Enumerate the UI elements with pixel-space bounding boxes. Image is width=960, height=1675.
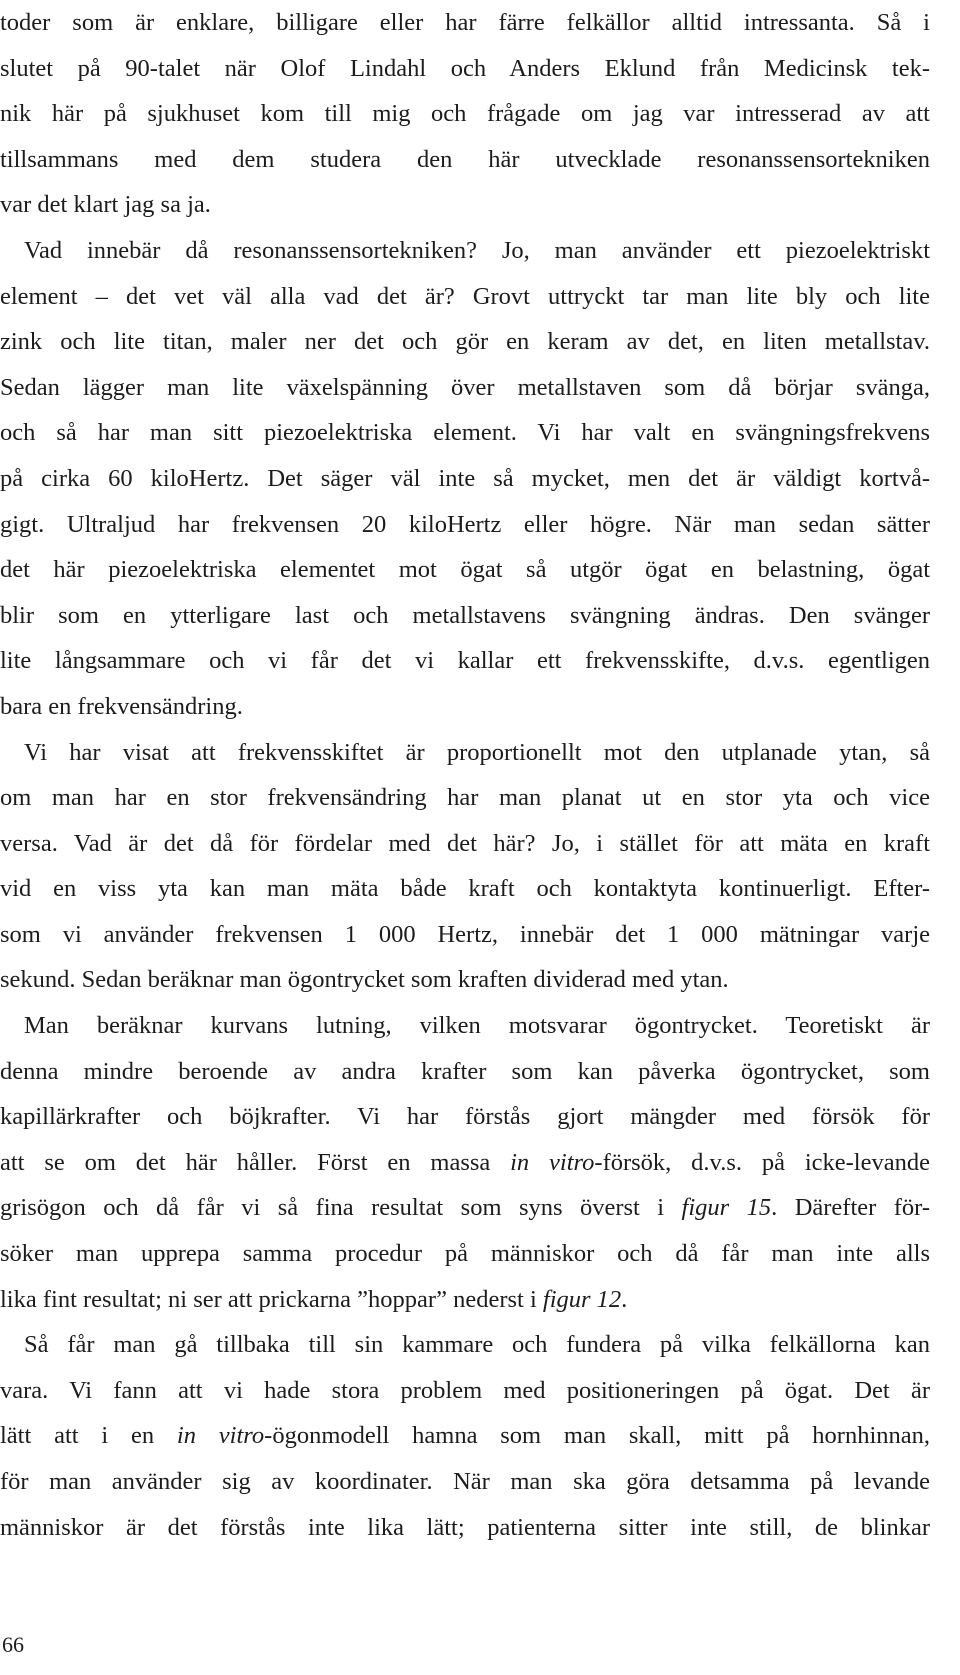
line-text: söker man upprepa samma procedur på människor och då får man inte alls: [0, 1240, 930, 1268]
text-line: [0, 1368, 930, 1414]
text-line: [0, 775, 930, 821]
text-line: [0, 1185, 930, 1231]
line-text: toder som är enklare, billigare eller har färre felkällor alltid intressanta. Så i: [0, 9, 930, 36]
line-text: människor är det förstås inte lika lätt; patienterna sitter inte still, de blinkar: [0, 1513, 930, 1541]
text-line: [0, 957, 930, 1003]
text-line: [0, 821, 930, 867]
line-text: vara. Vi fann att vi hade stora problem med positioneringen på ögat. Det är: [0, 1376, 930, 1404]
line-text: nik här på sjukhuset kom till mig och frågade om jag var intresserad av att: [0, 100, 930, 128]
text-line: [0, 1140, 930, 1186]
text-line: [0, 1003, 930, 1049]
text-line: [0, 365, 930, 411]
text-line: [0, 638, 930, 684]
line-text: och så har man sitt piezoelektriska element. Vi har valt en svängningsfrekvens: [0, 419, 930, 447]
text-line: [0, 182, 930, 228]
text-line: [0, 1049, 930, 1095]
line-text: sekund. Sedan beräknar man ögontrycket som kraften dividerad med ytan.: [0, 966, 729, 994]
text-line: [0, 228, 930, 274]
text-line: [0, 137, 930, 183]
text-line: [0, 91, 930, 137]
line-text: -ögonmodell hamna som man skall, mitt på hornhinnan,: [264, 1422, 930, 1450]
line-text: element – det vet väl alla vad det är? Grovt uttryckt tar man lite bly och lite: [0, 282, 930, 310]
text-line: [0, 274, 930, 320]
line-text: Så får man gå tillbaka till sin kammare och fundera på vilka felkällorna kan: [24, 1331, 930, 1359]
line-text: vid en viss yta kan man mäta både kraft och kontaktyta kontinuerligt. Efter-: [0, 875, 930, 903]
line-text: .: [621, 1285, 628, 1313]
text-line: [0, 410, 930, 456]
line-text: att se om det här håller. Först en massa: [0, 1148, 511, 1176]
line-text: grisögon och då får vi så fina resultat som syns överst i: [0, 1194, 682, 1222]
text-line: [0, 1231, 930, 1277]
line-text: lika fint resultat; ni ser att prickarna ”hoppar” nederst i: [0, 1285, 543, 1313]
line-text: blir som en ytterligare last och metallstavens svängning ändras. Den svänger: [0, 601, 930, 629]
text-line: [0, 319, 930, 365]
text-line: [0, 1413, 930, 1459]
line-text: slutet på 90-talet när Olof Lindahl och Anders Eklund från Medicinsk tek-: [0, 54, 930, 82]
line-text: Man beräknar kurvans lutning, vilken motsvarar ögontrycket. Teoretiskt är: [24, 1012, 930, 1040]
line-text: det här piezoelektriska elementet mot ögat så utgör ögat en belastning, ögat: [0, 556, 930, 584]
line-text: för man använder sig av koordinater. När man ska göra detsamma på levande: [0, 1468, 930, 1495]
line-text: zink och lite titan, maler ner det och gör en keram av det, en liten metallstav.: [0, 328, 930, 356]
text-line: [0, 1277, 930, 1323]
line-text: var det klart jag sa ja.: [0, 191, 211, 219]
italic-text: figur 15: [681, 1194, 772, 1222]
text-line: [0, 866, 930, 912]
text-line: [0, 1322, 930, 1368]
line-text: . Därefter för-: [771, 1194, 930, 1222]
italic-text: in vitro: [510, 1148, 595, 1176]
line-text: lite långsammare och vi får det vi kallar ett frekvensskifte, d.v.s. egentligen: [0, 647, 930, 675]
text-line: [0, 1459, 930, 1505]
page-number: 66: [2, 1632, 24, 1657]
line-text: tillsammans med dem studera den här utvecklade resonanssensortekniken: [0, 145, 930, 173]
line-text: lätt att i en: [0, 1422, 177, 1450]
text-line: [0, 593, 930, 639]
text-line: [0, 547, 930, 593]
text-line: [0, 456, 930, 502]
italic-text: figur 12: [542, 1285, 622, 1313]
line-text: om man har en stor frekvensändring har man planat ut en stor yta och vice: [0, 784, 930, 812]
text-line: [0, 0, 930, 46]
line-text: bara en frekvensändring.: [0, 692, 243, 720]
text-line: [0, 502, 930, 548]
line-text: Sedan lägger man lite växelspänning över metallstaven som då börjar svänga,: [0, 373, 930, 401]
text-line: [0, 1505, 930, 1551]
text-line: [0, 730, 930, 776]
line-text: som vi använder frekvensen 1 000 Hertz, innebär det 1 000 mätningar varje: [0, 920, 930, 948]
line-text: versa. Vad är det då för fördelar med det här? Jo, i stället för att mäta en kraft: [0, 829, 930, 857]
line-text: kapillärkrafter och böjkrafter. Vi har förstås gjort mängder med försök för: [0, 1103, 930, 1131]
line-text: Vi har visat att frekvensskiftet är proportionellt mot den utplanade ytan, så: [24, 738, 930, 766]
line-text: Vad innebär då resonanssensortekniken? Jo, man använder ett piezoelektriskt: [24, 236, 930, 264]
line-text: denna mindre beroende av andra krafter som kan påverka ögontrycket, som: [0, 1057, 930, 1085]
text-line: [0, 1094, 930, 1140]
text-line: [0, 46, 930, 92]
line-text: på cirka 60 kiloHertz. Det säger väl inte så mycket, men det är väldigt kortvå-: [0, 464, 930, 492]
text-line: [0, 912, 930, 958]
italic-text: in vitro: [176, 1422, 265, 1450]
line-text: -försök, d.v.s. på icke-levande: [594, 1148, 930, 1176]
text-line: [0, 684, 930, 730]
line-text: gigt. Ultraljud har frekvensen 20 kiloHertz eller högre. När man sedan sätter: [0, 510, 930, 538]
